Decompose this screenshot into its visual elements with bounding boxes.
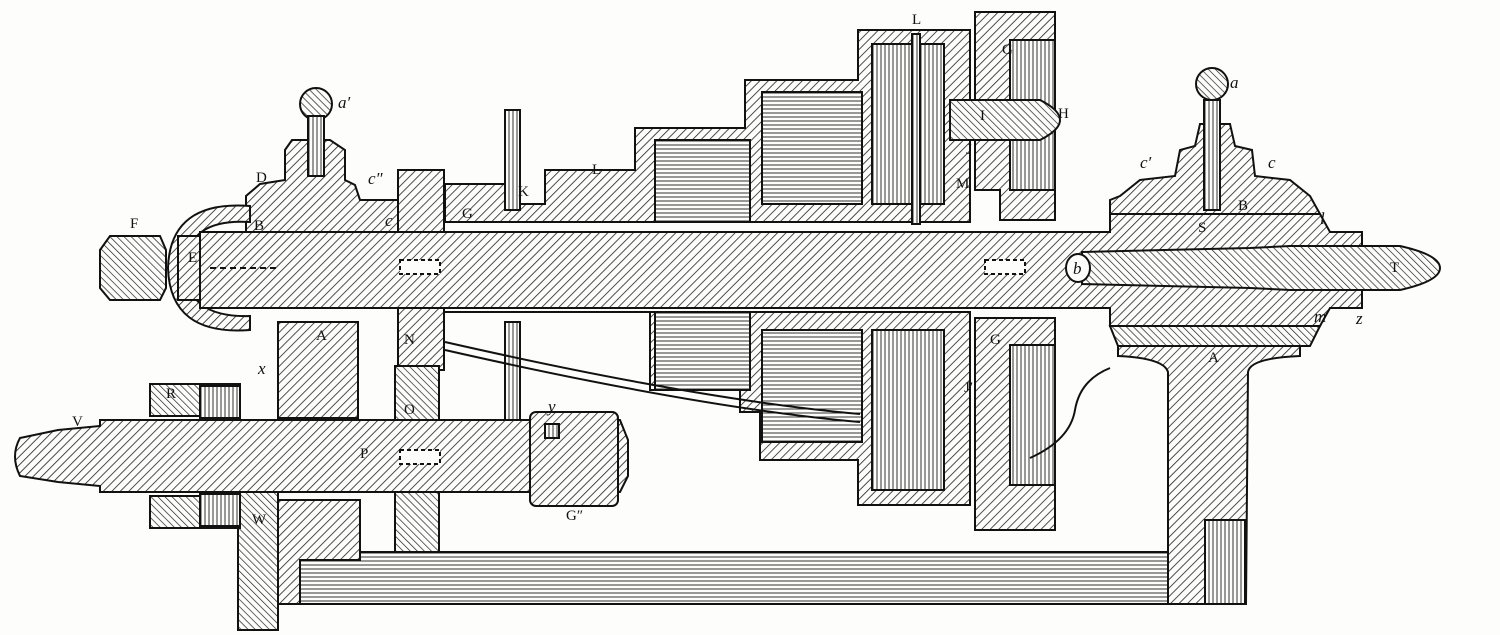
label-e: E bbox=[188, 250, 198, 266]
label-a-right: A bbox=[1208, 350, 1219, 366]
label-b-right: B bbox=[1238, 198, 1249, 214]
label-i: I bbox=[980, 108, 985, 124]
label-z: z bbox=[1356, 309, 1363, 328]
pinion-g-double-prime bbox=[530, 412, 618, 506]
label-j-prime: J′ bbox=[964, 380, 974, 396]
left-bearing-cap bbox=[246, 88, 400, 234]
label-l-small: l bbox=[1320, 209, 1325, 228]
label-w: W bbox=[252, 512, 267, 528]
label-c-prime: c′ bbox=[1140, 153, 1152, 172]
lathe-center bbox=[1066, 246, 1440, 290]
label-n: N bbox=[404, 332, 415, 348]
label-l-top: L bbox=[912, 12, 922, 28]
label-o: O bbox=[404, 402, 415, 418]
label-g-mid: G bbox=[990, 332, 1001, 348]
label-a: a bbox=[1230, 73, 1239, 92]
label-b-small: b bbox=[1073, 259, 1082, 278]
label-m-cap: M bbox=[956, 176, 970, 192]
label-a-left: A bbox=[316, 328, 327, 344]
label-g-top: G bbox=[1002, 42, 1013, 58]
label-v: V bbox=[72, 414, 83, 430]
label-b-left: B bbox=[254, 218, 265, 234]
label-f: F bbox=[130, 216, 139, 232]
label-s: S bbox=[1198, 220, 1207, 236]
label-d: D bbox=[256, 170, 267, 186]
label-j: J bbox=[966, 142, 972, 158]
label-y: y bbox=[548, 397, 556, 416]
label-c-small: c bbox=[385, 211, 393, 230]
label-g-left: G bbox=[462, 206, 473, 222]
bed-rail bbox=[280, 552, 1220, 604]
label-t: T bbox=[1390, 260, 1400, 276]
label-c: c bbox=[1268, 153, 1276, 172]
label-k: K bbox=[518, 184, 529, 200]
label-h: H bbox=[1058, 106, 1069, 122]
label-l-mid: L bbox=[592, 162, 602, 178]
label-x: x bbox=[258, 359, 266, 378]
label-m-small: m bbox=[1314, 307, 1327, 326]
label-g-double-prime: G″ bbox=[566, 508, 584, 524]
label-p: P bbox=[360, 446, 369, 462]
label-a-prime: a′ bbox=[338, 93, 351, 112]
label-r: R bbox=[166, 386, 177, 402]
label-c-double-prime: c″ bbox=[368, 169, 383, 188]
